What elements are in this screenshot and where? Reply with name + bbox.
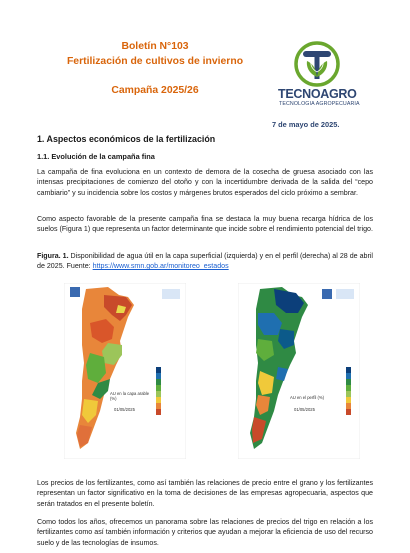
map-right-legend — [346, 367, 351, 415]
paragraph-1: La campaña de fina evoluciona en un contexto de demora de la cosecha de gruesa asociado con las intensas precipitaciones de comienzo del otoño y con la incertidumbre derivada de la salida del “cepo cambiario” y su incidencia sobre los costos y márgenes brutos esperados del ciclo próximo a sembrar. — [37, 168, 373, 197]
map-right-profile — [238, 283, 360, 459]
figure-caption — [37, 251, 373, 272]
paragraph-2: Como aspecto favorable de la presente campaña fina se destaca la muy buena recarga hídrica de los suelos (Figura 1) que representa un factor determinante que incide sobre el rendimiento potencial del trigo. — [37, 215, 373, 234]
map-right-title: AU en el perfil (%) — [290, 395, 324, 400]
figure-label: Figura. 1. — [37, 252, 69, 260]
subsection-heading: 1.1. Evolución de la campaña fina — [37, 152, 155, 161]
section-heading: 1. Aspectos económicos de la fertilización — [37, 134, 216, 144]
paragraph-3: Los precios de los fertilizantes, como así también las relaciones de precio entre el grano y los fertilizantes representan un factor significativo en la toma de decisiones de las empresas agropecuaria, aspectos que serán tratados en el presente boletín. — [37, 479, 373, 508]
logo-emblem-icon — [294, 41, 340, 87]
bulletin-title: Fertilización de cultivos de invierno — [66, 56, 244, 67]
map-left-topsoil — [64, 283, 186, 459]
map-left-title: AU en la capa arable (%) — [110, 391, 150, 401]
map-left-date: 01/05/2025 — [114, 407, 135, 412]
tecnoagro-logo — [294, 41, 340, 87]
map-right-date: 01/05/2025 — [294, 407, 315, 412]
campaign-title: Campaña 2025/26 — [111, 85, 199, 96]
bulletin-number: Boletín N°103 — [121, 41, 189, 52]
publication-date: 7 de mayo de 2025. — [272, 120, 340, 129]
logo-tagline: TECNOLOGIA AGROPECUARIA — [279, 101, 360, 107]
source-link[interactable]: https://www.smn.gob.ar/monitoreo_estados — [92, 262, 229, 271]
logo-name: TECNOAGRO — [278, 87, 357, 101]
map-left-legend — [156, 367, 161, 415]
paragraph-4: Como todos los años, ofrecemos un panorama sobre las relaciones de precios del trigo en relación a los fertilizantes como así también información y criterios que ayudan a mejorar la eficiencia de uso del recurso suelo y de las tecnologías de insumos. — [37, 518, 373, 547]
figure-caption-text: Disponibilidad de agua útil en la capa superficial (izquierda) y en el perfil (derecha) al 28 de abril de 2025. Fuente: — [37, 252, 373, 271]
